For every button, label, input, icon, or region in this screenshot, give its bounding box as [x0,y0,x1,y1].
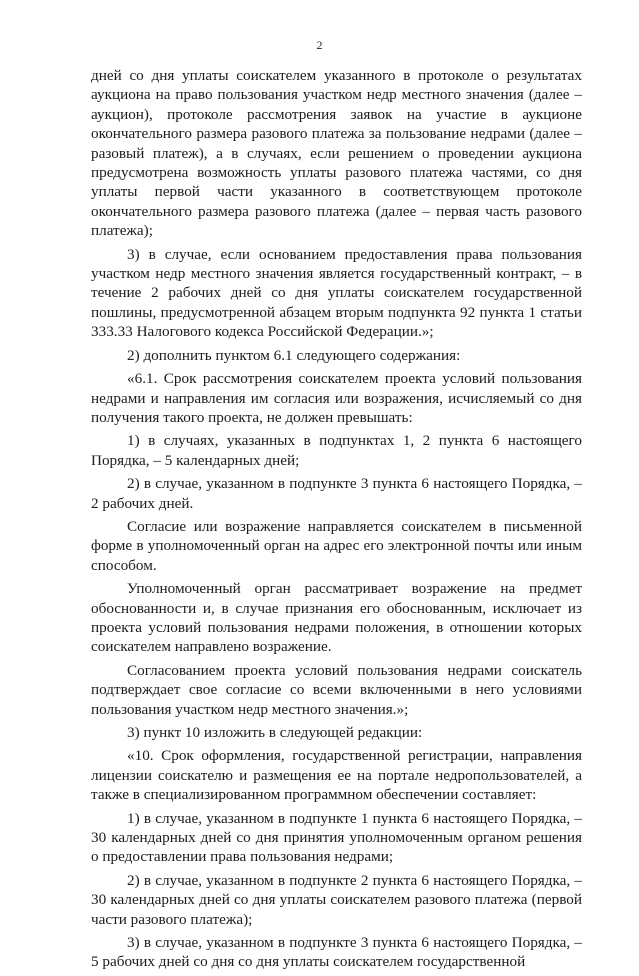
paragraph: 1) в случае, указанном в подпункте 1 пункта 6 настоящего Порядка, – 30 календарных дней со дня принятия уполномоченным органом решения о предоставлении права пользования недрами; [91,809,582,866]
paragraph: 2) в случае, указанном в подпункте 2 пункта 6 настоящего Порядка, – 30 календарных дней со дня уплаты соискателем разового платежа (первой части разового платежа); [91,871,582,928]
paragraph: Согласованием проекта условий пользования недрами соискатель подтверждает свое согласие со всеми включенными в него условиями пользования участком недр местного значения.»; [91,661,582,718]
paragraph: «10. Срок оформления, государственной регистрации, направления лицензии соискателю и размещения ее на портале недропользователей, а также в специализированном программном обеспечении составляет: [91,747,582,804]
paragraph: дней со дня уплаты соискателем указанного в протоколе о результатах аукциона на право пользования участком недр местного значения (далее – аукцион), протоколе рассмотрения заявок на участие в аукционе окончательного размера разового платежа за пользование недрами (далее – разовый платеж), а в случаях, если решением о проведении аукциона предусмотрена возможность уплаты разового платежа частями, со дня уплаты первой части указанного в соответствующем протоколе окончательного размера разового платежа (далее – первая часть разового платежа); [91,67,582,240]
paragraph: 3) в случае, указанном в подпункте 3 пункта 6 настоящего Порядка, – 5 рабочих дней со дня со дня уплаты соискателем государственной [91,934,582,971]
page-number: 2 [316,38,323,52]
paragraph: 3) пункт 10 изложить в следующей редакции: [127,724,423,741]
document-body [91,66,582,976]
paragraph: Согласие или возражение направляется соискателем в письменной форме в уполномоченный орган на адрес его электронной почты или иным способом. [91,517,582,574]
paragraph: Уполномоченный орган рассматривает возражение на предмет обоснованности и, в случае признания его обоснованным, исключает из проекта условий пользования недрами положения, в отношении которых соискателем направлено возражение. [91,580,582,656]
paragraph: «6.1. Срок рассмотрения соискателем проекта условий пользования недрами и направления им согласия или возражения, исчисляемый со дня получения такого проекта, не должен превышать: [91,370,582,426]
paragraph: 2) дополнить пунктом 6.1 следующего содержания: [127,346,461,364]
paragraph: 1) в случаях, указанных в подпунктах 1, 2 пункта 6 настоящего Порядка, – 5 календарных дней; [91,432,582,469]
paragraph: 3) в случае, если основанием предоставления права пользования участком недр местного значения является государственный контракт, – в течение 2 рабочих дней со дня уплаты соискателем государственной пошлины, предусмотренной абзацем вторым подпункта 92 пункта 1 статьи 333.33 Налогового кодекса Российской Федерации.»; [91,245,582,341]
paragraph: 2) в случае, указанном в подпункте 3 пункта 6 настоящего Порядка, – 2 рабочих дней. [91,475,582,512]
